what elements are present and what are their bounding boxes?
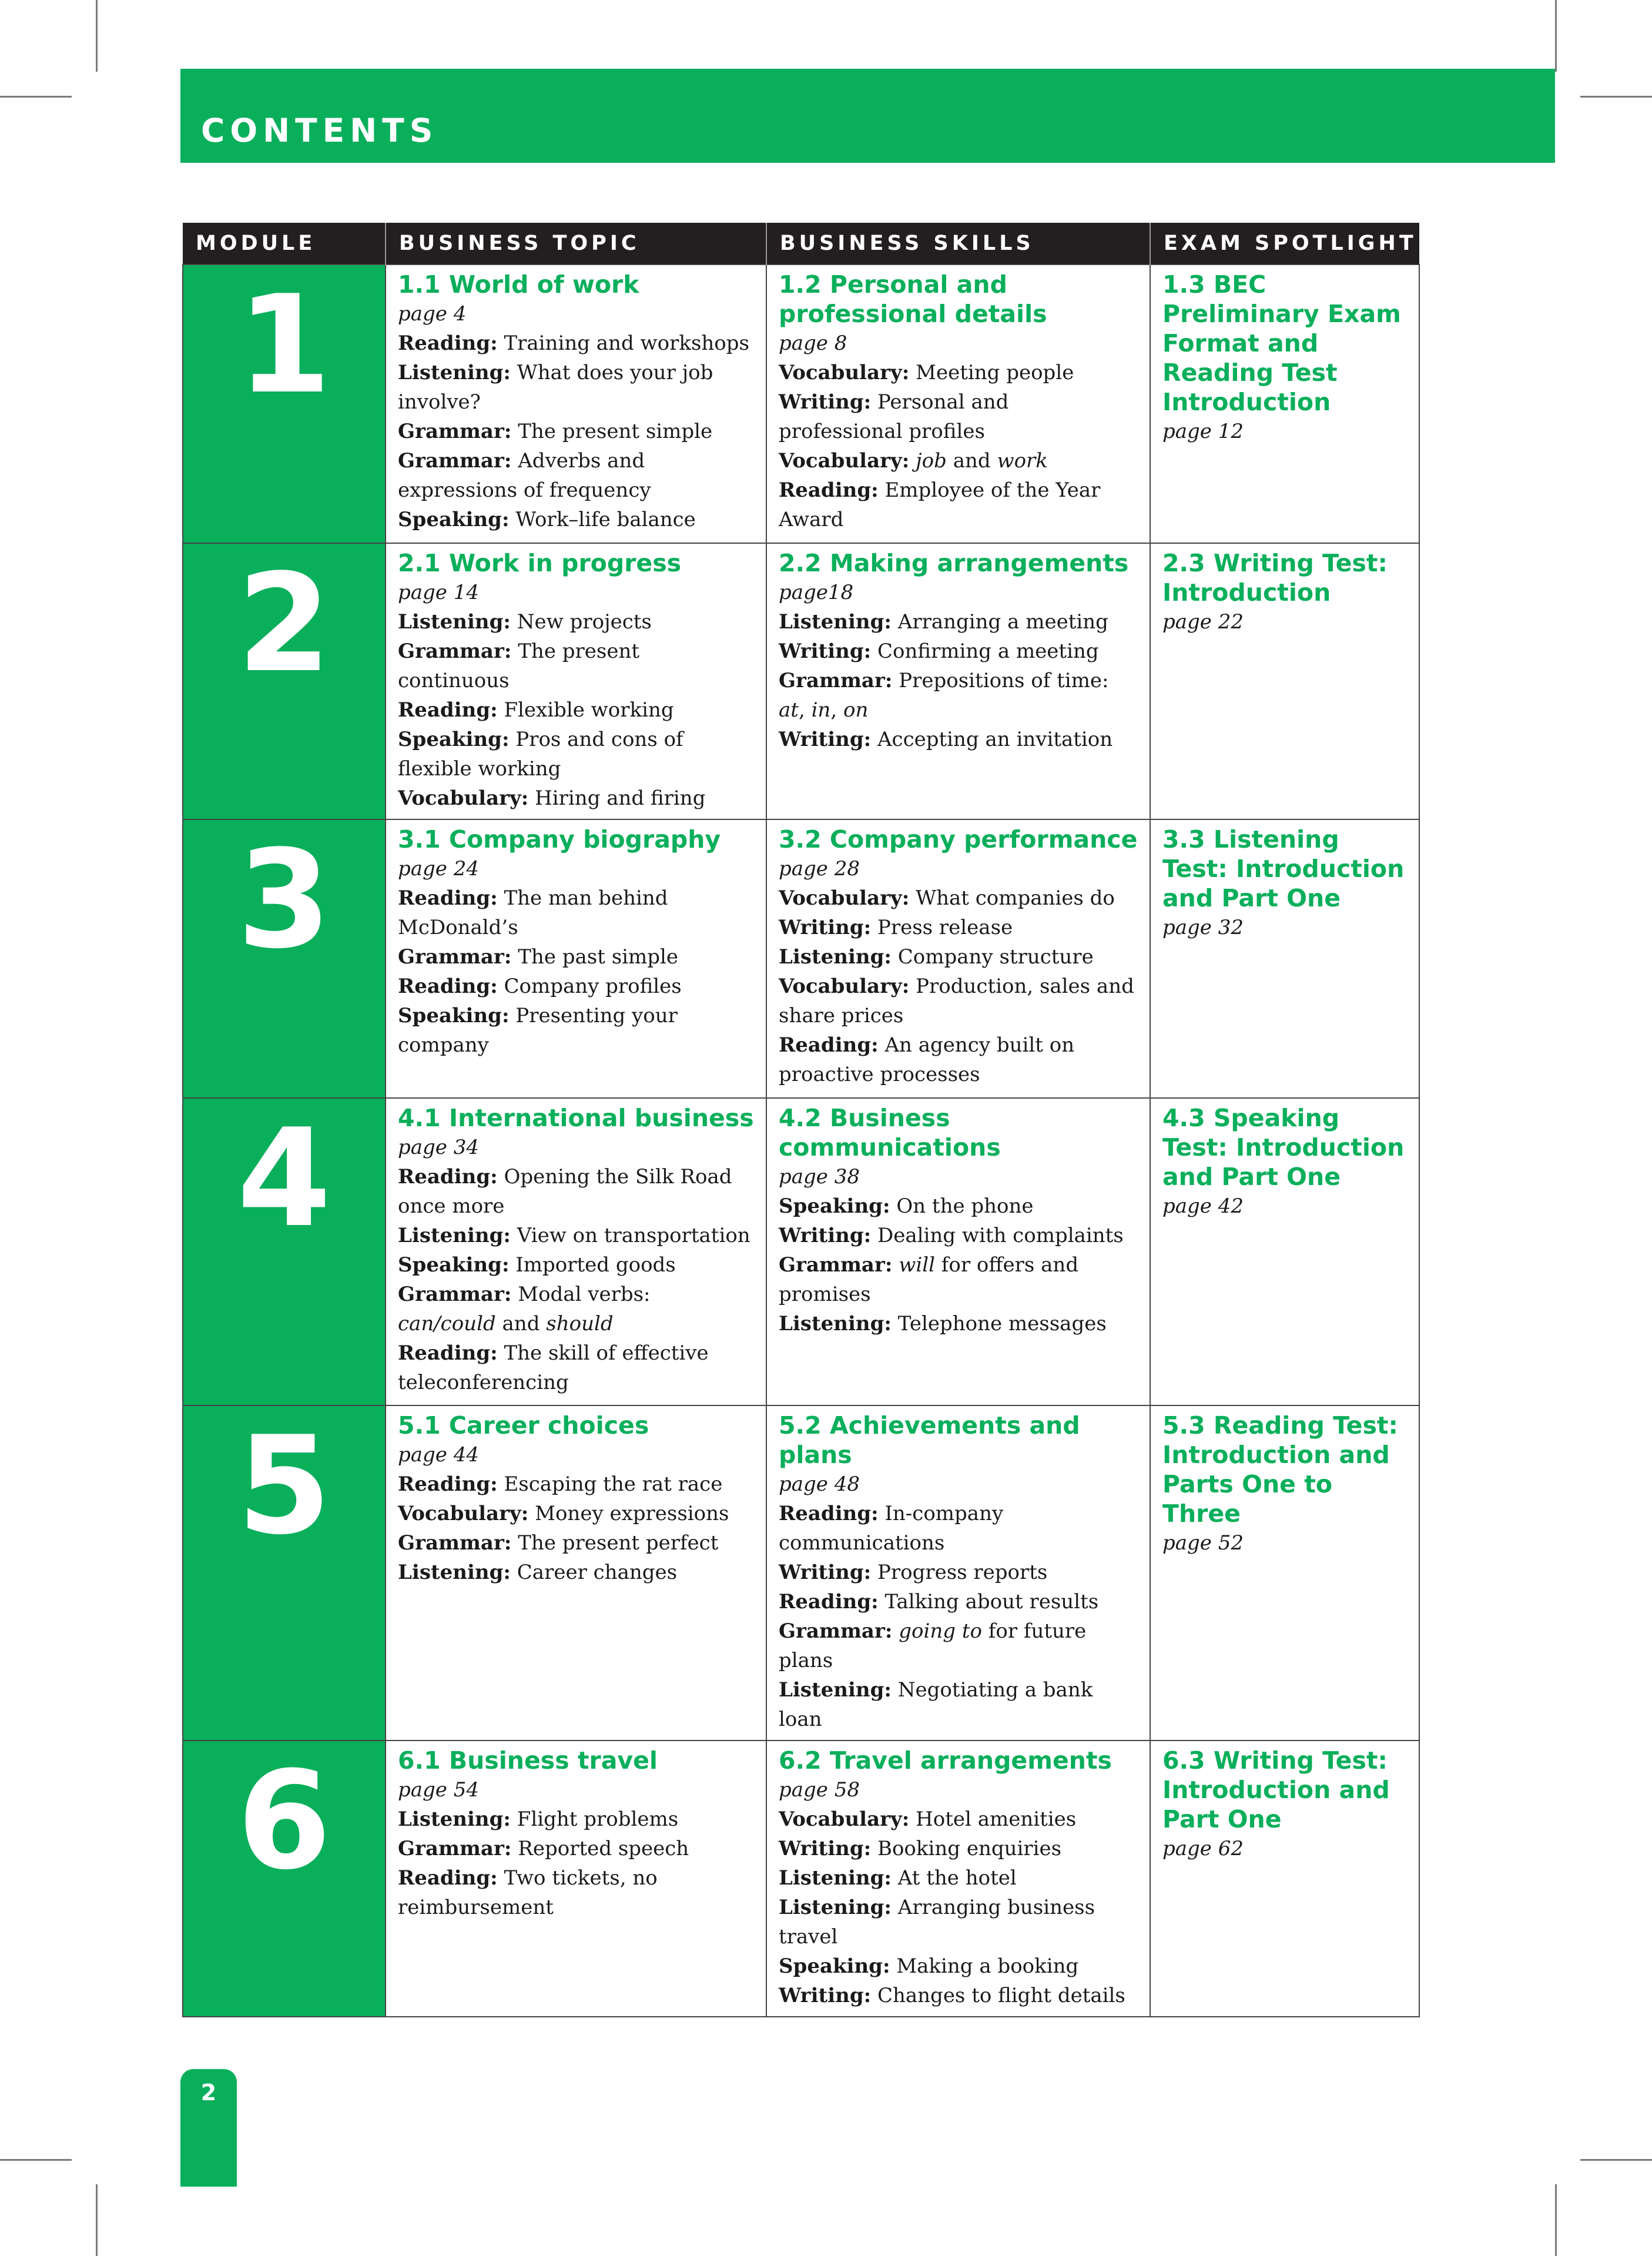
page-reference: page 52 <box>1162 1531 1244 1555</box>
column-header-business-skills: BUSINESS SKILLS <box>766 223 1150 265</box>
line-label: Writing: <box>779 1224 872 1247</box>
content-line <box>779 1250 1138 1309</box>
section-title: 3.2 Company performance <box>779 825 1138 853</box>
page-number: 2 <box>200 2080 217 2106</box>
module-number: 2 <box>183 543 386 819</box>
line-text: Accepting an invitation <box>877 728 1113 751</box>
content-line <box>398 607 754 637</box>
line-label: Listening: <box>398 1808 511 1831</box>
line-text: Negotiating a bank loan <box>779 1678 1093 1731</box>
page-reference: page18 <box>779 581 854 604</box>
crop-mark <box>1580 96 1652 98</box>
line-text: Employee of the Year Award <box>779 478 1101 531</box>
line-label: Grammar: <box>779 1253 893 1277</box>
line-text: What does your job involve? <box>398 361 713 414</box>
exam-spotlight-cell <box>1150 265 1419 543</box>
line-text-part: will <box>899 1253 935 1277</box>
line-label: Reading: <box>779 1590 879 1614</box>
content-line <box>398 637 754 695</box>
crop-mark <box>96 0 98 72</box>
line-label: Vocabulary: <box>779 975 910 998</box>
line-text: Hotel amenities <box>916 1808 1077 1831</box>
business-topic-cell <box>386 265 766 543</box>
line-label: Speaking: <box>398 728 510 751</box>
business-topic-cell <box>386 1405 766 1740</box>
contents-table <box>182 223 1420 2017</box>
line-label: Speaking: <box>398 1253 510 1277</box>
line-label: Reading: <box>398 332 498 355</box>
line-label: Listening: <box>398 610 511 634</box>
exam-spotlight-cell <box>1150 819 1419 1098</box>
line-text: Training and workshops <box>504 332 749 355</box>
content-line <box>779 666 1138 725</box>
module-row <box>183 1098 1419 1405</box>
line-text-part: going to <box>899 1619 982 1643</box>
content-line <box>398 1834 754 1863</box>
page-reference: page 28 <box>779 857 860 881</box>
section-title: 6.2 Travel arrangements <box>779 1746 1112 1775</box>
exam-spotlight-cell <box>1150 543 1419 819</box>
page-reference: page 42 <box>1162 1194 1244 1218</box>
line-label: Reading: <box>398 886 498 910</box>
line-label: Writing: <box>779 390 872 414</box>
line-text-part: in <box>811 698 831 722</box>
line-text-part: work <box>997 449 1048 473</box>
content-line <box>398 1470 754 1499</box>
content-line <box>398 417 754 446</box>
line-label: Vocabulary: <box>779 361 910 384</box>
line-text: Production, sales and share prices <box>779 975 1134 1027</box>
line-label: Grammar: <box>398 449 512 473</box>
content-line <box>779 972 1138 1030</box>
content-line <box>398 695 754 725</box>
content-line <box>779 1893 1138 1952</box>
line-label: Vocabulary: <box>779 449 910 473</box>
line-text: View on transportation <box>517 1224 750 1247</box>
content-line <box>398 1221 754 1250</box>
page-reference: page 12 <box>1162 420 1244 443</box>
column-header-exam-spotlight: EXAM SPOTLIGHT <box>1150 223 1419 265</box>
exam-spotlight-cell <box>1150 1098 1419 1405</box>
module-row <box>183 1740 1419 2017</box>
page-reference: page 14 <box>398 581 479 604</box>
content-line <box>779 1191 1138 1221</box>
line-label: Listening: <box>779 610 892 634</box>
line-label: Grammar: <box>398 945 512 969</box>
line-text: Company profiles <box>504 975 682 998</box>
page-reference: page 44 <box>398 1443 479 1467</box>
line-label: Grammar: <box>779 669 893 692</box>
business-skills-cell <box>766 819 1150 1098</box>
content-line <box>779 1030 1138 1089</box>
line-text: Dealing with complaints <box>877 1224 1124 1247</box>
line-text: Press release <box>877 916 1013 939</box>
line-label: Reading: <box>398 1866 498 1890</box>
line-text: The present perfect <box>518 1531 719 1555</box>
line-label: Vocabulary: <box>398 1502 529 1525</box>
section-title: 5.3 Reading Test: Introduction and Parts One to Three <box>1162 1411 1398 1528</box>
content-line <box>779 1834 1138 1863</box>
line-text: Imported goods <box>515 1253 676 1277</box>
line-text: Booking enquiries <box>877 1837 1062 1860</box>
page-reference: page 22 <box>1162 610 1244 634</box>
line-label: Reading: <box>779 1033 879 1057</box>
module-row <box>183 819 1419 1098</box>
content-line <box>398 329 754 358</box>
content-line <box>398 784 754 813</box>
line-label: Writing: <box>779 1984 872 2007</box>
section-title: 2.1 Work in progress <box>398 549 682 577</box>
line-text: An agency built on proactive processes <box>779 1033 1075 1086</box>
section-title: 6.3 Writing Test: Introduction and Part One <box>1162 1746 1390 1833</box>
module-row <box>183 1405 1419 1740</box>
line-text: The man behind McDonald’s <box>398 886 668 939</box>
line-text: Making a booking <box>896 1954 1079 1978</box>
section-title: 1.1 World of work <box>398 270 639 299</box>
content-line <box>779 1587 1138 1616</box>
line-label: Writing: <box>779 1561 872 1584</box>
line-text-part: can/could <box>398 1312 496 1335</box>
line-label: Writing: <box>779 728 872 751</box>
page-reference: page 32 <box>1162 916 1244 939</box>
line-label: Listening: <box>779 945 892 969</box>
module-number: 1 <box>183 265 386 543</box>
line-text: At the hotel <box>897 1866 1017 1890</box>
section-title: 5.1 Career choices <box>398 1411 649 1440</box>
content-line <box>398 1162 754 1221</box>
line-text-part: Prepositions of time: <box>899 669 1109 692</box>
section-title: 4.3 Speaking Test: Introduction and Part One <box>1162 1104 1405 1191</box>
line-text: On the phone <box>896 1194 1034 1218</box>
line-label: Speaking: <box>779 1954 890 1978</box>
section-title: 4.1 International business <box>398 1104 754 1132</box>
column-header-business-topic: BUSINESS TOPIC <box>386 223 766 265</box>
line-label: Grammar: <box>398 420 512 443</box>
column-header-module: MODULE <box>183 223 386 265</box>
line-text: Changes to flight details <box>877 1984 1125 2007</box>
contents-banner <box>180 69 1555 163</box>
line-text: Money expressions <box>535 1502 729 1525</box>
module-number: 4 <box>183 1098 386 1405</box>
exam-spotlight-cell <box>1150 1405 1419 1740</box>
content-line <box>779 1675 1138 1734</box>
content-line <box>398 1001 754 1060</box>
section-title: 2.2 Making arrangements <box>779 549 1129 577</box>
crop-mark <box>1555 0 1557 72</box>
section-title: 3.1 Company biography <box>398 825 721 853</box>
line-label: Reading: <box>398 1472 498 1496</box>
business-skills-cell <box>766 1098 1150 1405</box>
line-label: Speaking: <box>398 508 510 531</box>
line-text-part: and <box>495 1312 547 1335</box>
business-skills-cell <box>766 543 1150 819</box>
line-text: Escaping the rat race <box>504 1472 723 1496</box>
content-line <box>398 1863 754 1922</box>
content-line <box>398 1528 754 1558</box>
line-label: Vocabulary: <box>779 1808 910 1831</box>
section-title: 6.1 Business travel <box>398 1746 658 1775</box>
line-label: Listening: <box>779 1312 892 1335</box>
section-title: 2.3 Writing Test: Introduction <box>1162 549 1388 607</box>
line-text-part: on <box>843 698 869 722</box>
content-line <box>779 446 1138 476</box>
line-label: Grammar: <box>779 1619 893 1643</box>
line-label: Grammar: <box>398 1531 512 1555</box>
line-label: Writing: <box>779 916 872 939</box>
line-text: Meeting people <box>916 361 1074 384</box>
content-line <box>398 358 754 417</box>
business-skills-cell <box>766 265 1150 543</box>
line-text: Work–life balance <box>515 508 696 531</box>
line-text: Arranging a meeting <box>897 610 1108 634</box>
content-line <box>779 607 1138 637</box>
line-label: Listening: <box>398 361 511 384</box>
table-body <box>183 265 1419 2017</box>
content-line <box>398 725 754 784</box>
module-number: 6 <box>183 1740 386 2017</box>
business-skills-cell <box>766 1740 1150 2017</box>
content-line <box>779 637 1138 666</box>
line-text: New projects <box>517 610 652 634</box>
table-header-row <box>183 223 1419 265</box>
content-line <box>398 1250 754 1280</box>
content-line <box>779 476 1138 534</box>
line-label: Speaking: <box>779 1194 890 1218</box>
content-line <box>398 505 754 534</box>
exam-spotlight-cell <box>1150 1740 1419 2017</box>
section-title: 4.2 Business communications <box>779 1104 1001 1162</box>
line-text-part: and <box>946 449 997 473</box>
page-reference: page 54 <box>398 1778 479 1802</box>
line-label: Reading: <box>398 1341 498 1365</box>
section-title: 1.2 Personal and professional details <box>779 270 1047 328</box>
page-reference: page 58 <box>779 1778 860 1802</box>
line-text: Confirming a meeting <box>877 640 1099 663</box>
line-text: What companies do <box>916 886 1115 910</box>
line-label: Listening: <box>779 1896 892 1919</box>
line-text: Company structure <box>897 945 1094 969</box>
line-text: Adverbs and expressions of frequency <box>398 449 651 502</box>
line-label: Writing: <box>779 640 872 663</box>
line-label: Listening: <box>398 1224 511 1247</box>
content-line <box>398 1280 754 1338</box>
content-line <box>398 1805 754 1834</box>
line-label: Grammar: <box>398 1283 512 1306</box>
line-label: Reading: <box>398 698 498 722</box>
line-text-part: Modal verbs: <box>518 1283 651 1306</box>
section-title: 1.3 BEC Preliminary Exam Format and Reading Test Introduction <box>1162 270 1401 416</box>
line-text-part: should <box>546 1312 614 1335</box>
line-text: In-company communications <box>779 1502 1004 1555</box>
line-text: Reported speech <box>518 1837 689 1860</box>
content-line <box>398 1558 754 1587</box>
line-label: Vocabulary: <box>779 886 910 910</box>
content-line <box>779 358 1138 387</box>
line-text: Talking about results <box>884 1590 1099 1614</box>
line-text-part: , <box>798 698 812 722</box>
module-number: 3 <box>183 819 386 1098</box>
content-line <box>398 1499 754 1528</box>
module-row <box>183 543 1419 819</box>
page-reference: page 34 <box>398 1136 479 1159</box>
content-line <box>779 725 1138 754</box>
line-text-part: job <box>916 449 947 473</box>
business-topic-cell <box>386 1098 766 1405</box>
line-text: Flight problems <box>517 1808 679 1831</box>
page-reference: page 38 <box>779 1165 860 1189</box>
line-text: The present simple <box>518 420 713 443</box>
section-title: 5.2 Achievements and plans <box>779 1411 1080 1469</box>
page-number-tab <box>180 2069 237 2187</box>
page-reference: page 4 <box>398 302 467 326</box>
page-title: CONTENTS <box>201 112 438 149</box>
crop-mark <box>0 2159 72 2161</box>
line-text: Two tickets, no reimbursement <box>398 1866 658 1919</box>
business-skills-cell <box>766 1405 1150 1740</box>
module-number: 5 <box>183 1405 386 1740</box>
line-text-part: at <box>779 698 799 722</box>
crop-mark <box>96 2184 98 2256</box>
business-topic-cell <box>386 543 766 819</box>
line-label: Reading: <box>398 1165 498 1189</box>
line-text: The skill of effective teleconferencing <box>398 1341 709 1394</box>
line-text: Presenting your company <box>398 1004 678 1057</box>
content-line <box>398 446 754 505</box>
line-label: Grammar: <box>398 640 512 663</box>
line-label: Listening: <box>398 1561 511 1584</box>
business-topic-cell <box>386 819 766 1098</box>
line-label: Listening: <box>779 1678 892 1702</box>
line-text-part: , <box>830 698 843 722</box>
line-text: Progress reports <box>877 1561 1048 1584</box>
crop-mark <box>0 96 72 98</box>
line-text: Flexible working <box>504 698 674 722</box>
content-line <box>779 1558 1138 1587</box>
line-text-part: for offers and promises <box>779 1253 1079 1306</box>
content-line <box>779 1221 1138 1250</box>
line-text: Arranging business travel <box>779 1896 1095 1949</box>
line-label: Writing: <box>779 1837 872 1860</box>
page-reference: page 24 <box>398 857 479 881</box>
line-label: Grammar: <box>398 1837 512 1860</box>
line-text: Career changes <box>517 1561 678 1584</box>
content-line <box>779 1309 1138 1338</box>
content-line <box>398 883 754 942</box>
content-line <box>398 1338 754 1397</box>
content-line <box>398 972 754 1001</box>
page-reference: page 8 <box>779 332 847 355</box>
content-line <box>779 1981 1138 2010</box>
page-reference: page 62 <box>1162 1837 1244 1860</box>
line-label: Reading: <box>779 1502 879 1525</box>
line-text: Pros and cons of flexible working <box>398 728 683 781</box>
line-label: Listening: <box>779 1866 892 1890</box>
content-line <box>779 1499 1138 1558</box>
content-line <box>398 942 754 972</box>
content-line <box>779 1863 1138 1893</box>
line-text: Personal and professional profiles <box>779 390 1009 443</box>
content-line <box>779 387 1138 446</box>
module-row <box>183 265 1419 543</box>
line-text-part: for future plans <box>779 1619 1087 1672</box>
business-topic-cell <box>386 1740 766 2017</box>
line-text: The past simple <box>518 945 679 969</box>
content-line <box>779 1616 1138 1675</box>
line-label: Speaking: <box>398 1004 510 1027</box>
line-text: The present continuous <box>398 640 640 692</box>
section-title: 3.3 Listening Test: Introduction and Part One <box>1162 825 1405 912</box>
crop-mark <box>1555 2184 1557 2256</box>
content-line <box>779 913 1138 942</box>
line-text: Opening the Silk Road once more <box>398 1165 732 1218</box>
content-line <box>779 1952 1138 1981</box>
line-text: Telephone messages <box>897 1312 1107 1335</box>
line-label: Vocabulary: <box>398 786 529 810</box>
content-line <box>779 942 1138 972</box>
line-label: Reading: <box>398 975 498 998</box>
content-line <box>779 1805 1138 1834</box>
line-text: Hiring and firing <box>535 786 706 810</box>
page-reference: page 48 <box>779 1472 860 1496</box>
line-label: Reading: <box>779 478 879 502</box>
content-line <box>779 883 1138 913</box>
crop-mark <box>1580 2159 1652 2161</box>
